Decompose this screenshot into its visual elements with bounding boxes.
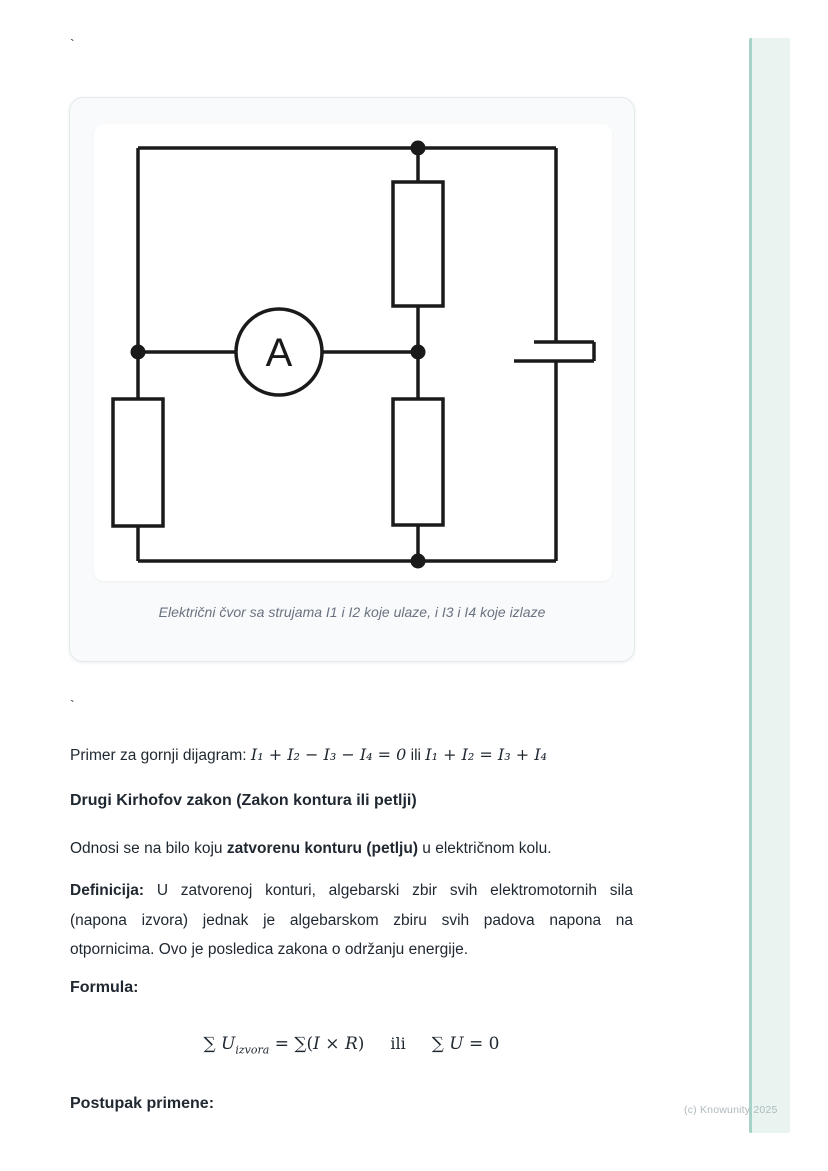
resistor-bottom-middle [393,399,443,525]
circuit-diagram [94,124,612,581]
voltage-subscript: izvora [235,1043,270,1057]
odnosi-pre: Odnosi se na bilo koju [70,840,227,857]
primer-line [70,745,633,766]
node-left [131,345,146,360]
odnosi-paragraph [70,839,633,859]
circuit-wires [113,148,594,561]
node-middle [411,345,426,360]
figure-caption: Električni čvor sa strujama I1 i I2 koje ulaze, i I3 i I4 koje izlaze [158,604,546,620]
definicija-line-1-text: U zatvorenoj konturi, algebarski zbir svih elektromotornih sila [144,882,633,899]
primer-equation-1: I₁ + I₂ − I₃ − I₄ = 0 [250,745,407,764]
definicija-paragraph [70,876,633,965]
postupak-heading: Postupak primene: [70,1095,215,1112]
sum-symbol-1: ∑ [203,1034,222,1054]
copyright-watermark: (c) Knowunity 2025 [684,1104,778,1116]
equals-zero: = 0 [463,1034,500,1054]
formula-left-term [203,1034,364,1056]
current-variable: I [313,1034,320,1054]
definicija-line-3: otpornicima. Ovo je posledica zakona o održanju energije. [70,941,469,958]
ammeter-label: A [265,331,293,375]
section-heading-drugi-kirhofov-zakon: Drugi Kirhofov zakon (Zakon kontura ili petlji) [70,792,417,809]
battery-icon [514,342,594,361]
circuit-figure-card [69,97,635,662]
resistance-variable: R [344,1034,358,1054]
formula-heading: Formula: [70,979,139,996]
formula-conjunction: ili [390,1034,406,1053]
stray-backtick-top: ` [70,36,75,52]
close-paren: ) [357,1034,365,1054]
resistor-top-middle [393,182,443,306]
definicija-line-1 [70,876,633,906]
right-scroll-strip[interactable] [749,38,790,1133]
times-symbol: × [319,1034,345,1054]
stray-backtick-mid: ` [70,697,75,713]
node-top [411,141,426,156]
odnosi-post: u električnom kolu. [418,840,552,857]
voltage-variable-2: U [449,1034,464,1054]
circuit-diagram-panel [94,124,612,581]
sum-symbol-2: ∑ [431,1034,450,1054]
formula-equation [70,1034,633,1056]
formula-right-term [432,1034,500,1054]
primer-conjunction: ili [406,747,426,764]
primer-prefix: Primer za gornji dijagram: [70,747,251,764]
node-bottom [411,554,426,569]
odnosi-bold: zatvorenu konturu (petlju) [226,840,418,857]
resistor-left [113,399,163,526]
voltage-variable: U [221,1034,236,1054]
equals-sum: = ∑( [269,1034,314,1054]
primer-equation-2: I₁ + I₂ = I₃ + I₄ [425,745,547,764]
definicija-line-2: (napona izvora) jednak je algebarskom zbiru svih padova napona na [70,911,633,929]
definicija-label: Definicija: [70,882,145,899]
